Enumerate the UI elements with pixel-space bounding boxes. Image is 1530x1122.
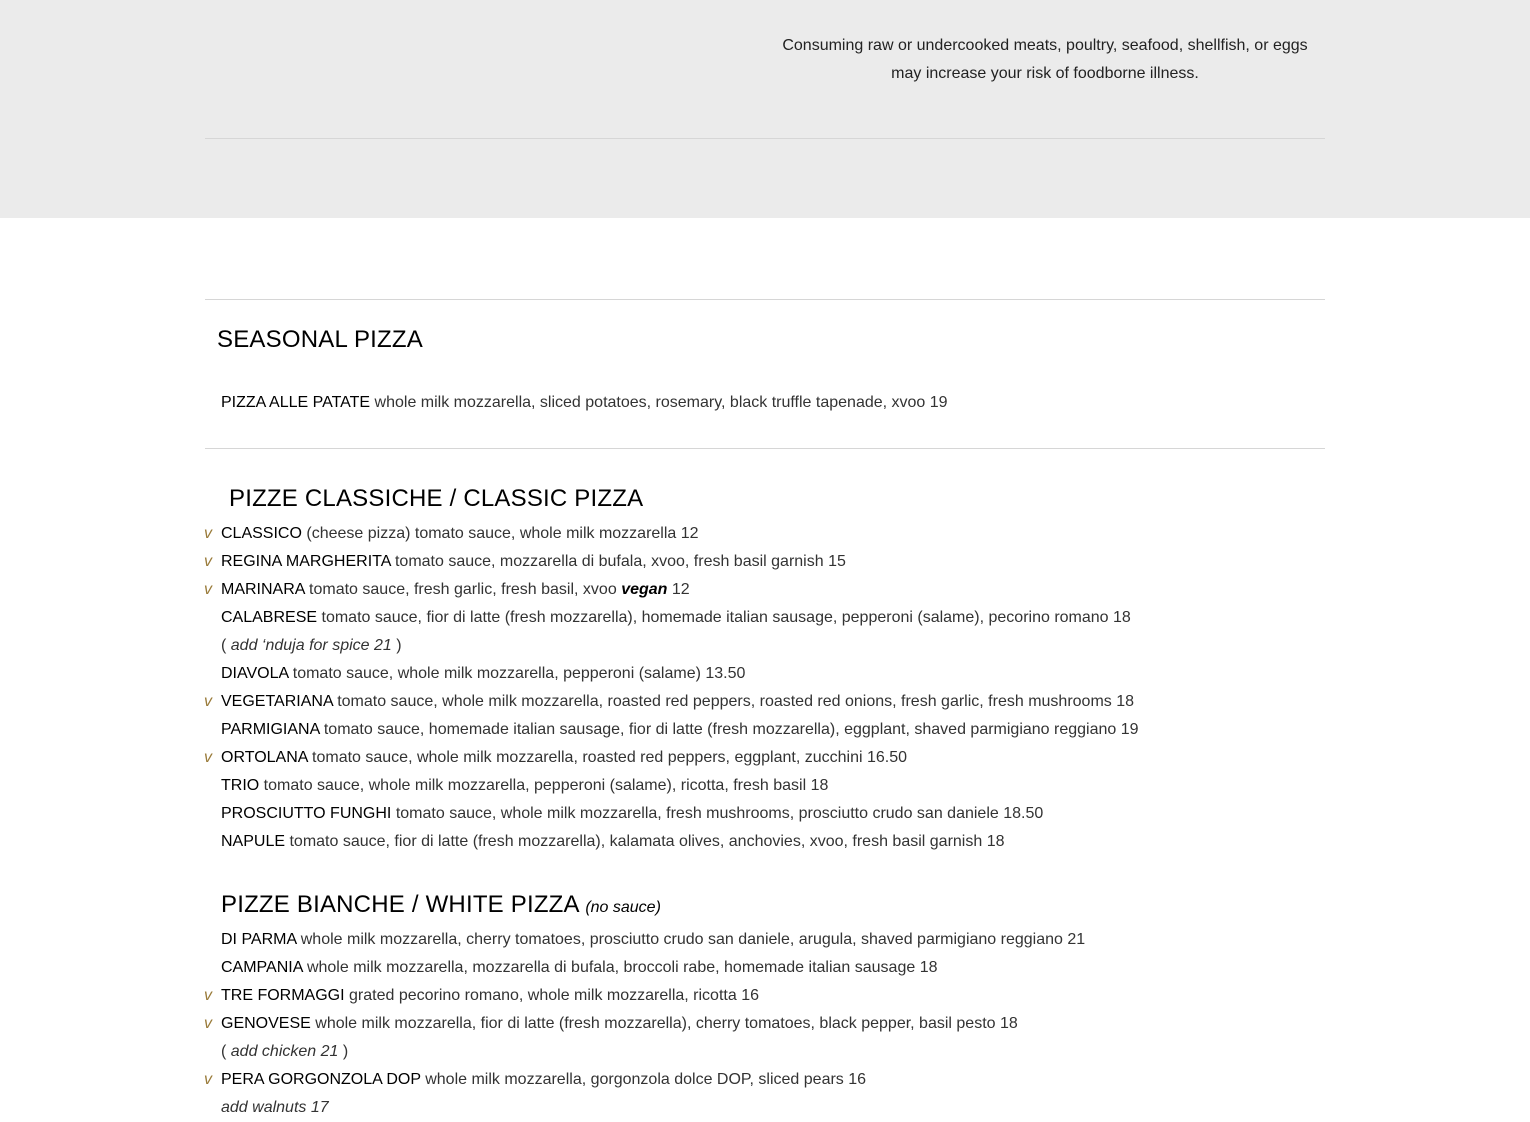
menu-item-name: DIAVOLA bbox=[221, 665, 289, 682]
menu-item-description: tomato sauce, whole milk mozzarella, roasted red peppers, eggplant, zucchini 16.50 bbox=[312, 749, 908, 766]
menu-item-name: CLASSICO bbox=[221, 525, 302, 542]
menu-item-prosciutto-funghi bbox=[221, 800, 1043, 828]
menu-item-description: whole milk mozzarella, mozzarella di bufala, broccoli rabe, homemade italian sausage 18 bbox=[306, 959, 938, 976]
menu-item-description: tomato sauce, whole milk mozzarella, pepperoni (salame), ricotta, fresh basil 18 bbox=[263, 777, 829, 794]
vegetarian-icon: v bbox=[204, 553, 212, 570]
menu-item-description: tomato sauce, homemade italian sausage, fior di latte (fresh mozzarella), eggplant, shaved parmigiano reggiano 19 bbox=[323, 721, 1139, 738]
menu-item-price: 12 bbox=[671, 581, 690, 598]
addon-text: add walnuts 17 bbox=[221, 1099, 329, 1116]
menu-item-description: tomato sauce, fior di latte (fresh mozzarella), kalamata olives, anchovies, xvoo, fresh basil garnish 18 bbox=[289, 833, 1005, 850]
menu-item-name: CALABRESE bbox=[221, 609, 318, 626]
menu-item-description: whole milk mozzarella, fior di latte (fresh mozzarella), cherry tomatoes, black pepper, basil pesto 18 bbox=[315, 1015, 1018, 1032]
divider bbox=[205, 138, 1325, 139]
menu-item-description: grated pecorino romano, whole milk mozzarella, ricotta 16 bbox=[349, 987, 759, 1004]
menu-item-genovese bbox=[221, 1010, 1018, 1038]
menu-item-name: TRE FORMAGGI bbox=[221, 987, 345, 1004]
menu-item-ortolana bbox=[221, 744, 907, 772]
menu-item-name: ORTOLANA bbox=[221, 749, 308, 766]
menu-item-description: (cheese pizza) tomato sauce, whole milk mozzarella 12 bbox=[306, 525, 699, 542]
menu-item-name: NAPULE bbox=[221, 833, 286, 850]
section-title-text: PIZZE BIANCHE / WHITE PIZZA bbox=[221, 891, 579, 918]
menu-item-campania bbox=[221, 954, 938, 982]
menu-item-tre-formaggi bbox=[221, 982, 759, 1010]
menu-item-name: VEGETARIANA bbox=[221, 693, 333, 710]
divider bbox=[205, 448, 1325, 449]
section-title-white bbox=[221, 891, 661, 919]
menu-item-name: MARINARA bbox=[221, 581, 305, 598]
menu-item-vegetariana bbox=[221, 688, 1134, 716]
menu-item-description: tomato sauce, fresh garlic, fresh basil, xvoo bbox=[309, 581, 617, 598]
menu-item-napule bbox=[221, 828, 1004, 856]
vegetarian-icon: v bbox=[204, 581, 212, 598]
section-note: (no sauce) bbox=[585, 899, 661, 916]
menu-item-pera-gorgonzola bbox=[221, 1066, 866, 1094]
menu-item-name: PROSCIUTTO FUNGHI bbox=[221, 805, 392, 822]
menu-item-name: PERA GORGONZOLA DOP bbox=[221, 1071, 421, 1088]
menu-item-description: tomato sauce, fior di latte (fresh mozzarella), homemade italian sausage, pepperoni (salame), pecorino romano 18 bbox=[321, 609, 1131, 626]
menu-item-description: tomato sauce, mozzarella di bufala, xvoo, fresh basil garnish 15 bbox=[394, 553, 846, 570]
menu-item-description: whole milk mozzarella, cherry tomatoes, prosciutto crudo san daniele, arugula, shaved parmigiano reggiano 21 bbox=[300, 931, 1086, 948]
menu-item-classico bbox=[221, 520, 699, 548]
menu-item-trio bbox=[221, 772, 828, 800]
menu-item-marinara bbox=[221, 576, 690, 604]
menu-item-addon-nduja: ( add ‘nduja for spice 21 ) bbox=[221, 637, 402, 654]
vegetarian-icon: v bbox=[204, 525, 212, 542]
vegan-tag: vegan bbox=[621, 581, 668, 598]
vegetarian-icon: v bbox=[204, 1015, 212, 1032]
menu-item-description: whole milk mozzarella, sliced potatoes, rosemary, black truffle tapenade, xvoo 19 bbox=[370, 394, 948, 411]
addon-text: add chicken 21 bbox=[230, 1043, 339, 1060]
menu-item-name: CAMPANIA bbox=[221, 959, 303, 976]
menu-item-name: DI PARMA bbox=[221, 931, 297, 948]
menu-item-addon-chicken: ( add chicken 21 ) bbox=[221, 1043, 349, 1060]
menu-item-calabrese bbox=[221, 604, 1131, 632]
menu-item-description: whole milk mozzarella, gorgonzola dolce DOP, sliced pears 16 bbox=[425, 1071, 867, 1088]
section-title-classic: PIZZE CLASSICHE / CLASSIC PIZZA bbox=[229, 485, 644, 512]
vegetarian-icon: v bbox=[204, 1071, 212, 1088]
menu-item-description: tomato sauce, whole milk mozzarella, roasted red peppers, roasted red onions, fresh garlic, fresh mushrooms 18 bbox=[337, 693, 1135, 710]
menu-item-name: REGINA MARGHERITA bbox=[221, 553, 391, 570]
vegetarian-icon: v bbox=[204, 749, 212, 766]
notice-line-1: Consuming raw or undercooked meats, poultry, seafood, shellfish, or eggs bbox=[782, 37, 1308, 54]
section-title-seasonal: SEASONAL PIZZA bbox=[217, 326, 423, 353]
notice-line-2: may increase your risk of foodborne illness. bbox=[891, 65, 1199, 82]
divider bbox=[205, 299, 1325, 300]
menu-item-pizza-alle-patate bbox=[221, 389, 948, 417]
menu-item-addon-walnuts bbox=[221, 1094, 329, 1122]
foodborne-illness-notice bbox=[760, 32, 1330, 88]
addon-text: add ‘nduja for spice 21 bbox=[230, 637, 392, 654]
menu-item-name: PARMIGIANA bbox=[221, 721, 320, 738]
menu-item-parmigiana bbox=[221, 716, 1139, 744]
vegetarian-icon: v bbox=[204, 693, 212, 710]
menu-item-name: GENOVESE bbox=[221, 1015, 311, 1032]
menu-item-diavola bbox=[221, 660, 745, 688]
menu-item-regina-margherita bbox=[221, 548, 846, 576]
menu-item-name: TRIO bbox=[221, 777, 260, 794]
menu-item-di-parma bbox=[221, 926, 1085, 954]
vegetarian-icon: v bbox=[204, 987, 212, 1004]
menu-item-description: tomato sauce, whole milk mozzarella, fresh mushrooms, prosciutto crudo san daniele 18.50 bbox=[395, 805, 1044, 822]
menu-item-description: tomato sauce, whole milk mozzarella, pepperoni (salame) 13.50 bbox=[292, 665, 746, 682]
menu-item-name: PIZZA ALLE PATATE bbox=[221, 394, 371, 411]
